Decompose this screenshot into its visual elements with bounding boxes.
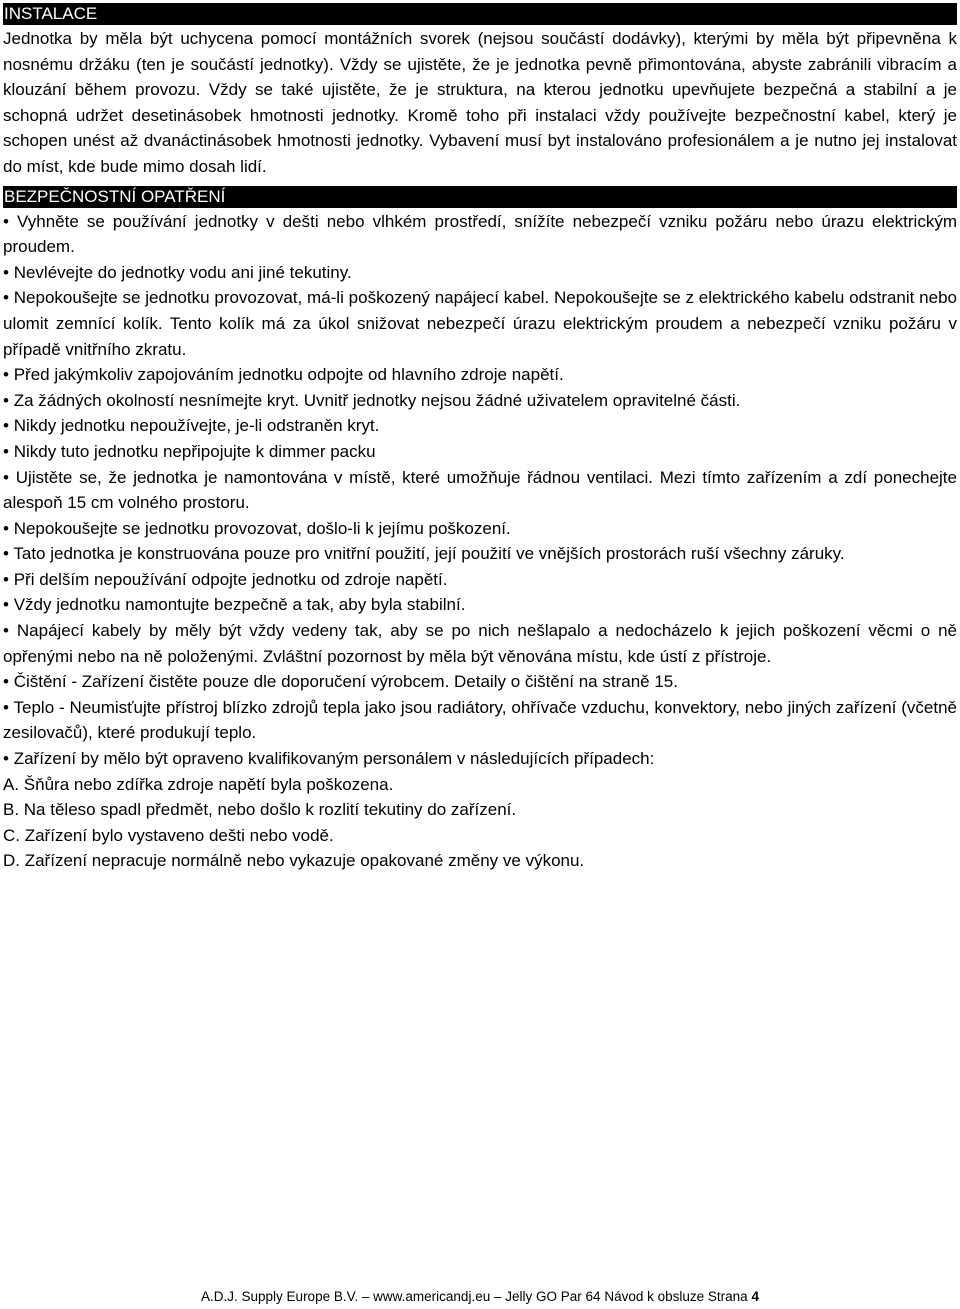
bullet-icon: • [3,441,9,461]
bullet-icon: • [3,288,9,308]
safety-item-text: Napájecí kabely by měly být vždy vedeny tak, aby se po nich nešlapalo a nedocházelo k jejich poškození věcmi o ně opřenými nebo na ně položenými. Zvláštní pozornost by měla být věnována místu, kde ústí z přístroje. [3,621,957,666]
footer-separator: – [493,1289,502,1304]
safety-item-text: Nikdy tuto jednotku nepřipojujte k dimmer packu [13,441,376,461]
bullet-icon: • [3,467,9,487]
bullet-icon: • [3,672,9,692]
bullet-icon: • [3,697,9,717]
safety-item [3,618,957,669]
bullet-icon: • [3,544,9,564]
installation-paragraph: Jednotka by měla být uchycena pomocí montážních svorek (nejsou součástí dodávky), kterými by měla být připevněna k nosnému držáku (ten je součástí jednotky). Vždy se ujistěte, že je jednotka pevně přimontována, abyste zabránili vibracím a klouzání během provozu. Vždy se také ujistěte, že je struktura, na kterou jednotku upevňujete bezpečná a stabilní a je schopná udržet desetinásobek hmotnosti jednotky. Kromě toho při instalaci vždy používejte bezpečnostní kabel, který je schopen unést až dvanáctinásobek hmotnosti jednotky. Vybavení musí byt instalováno profesionálem a je nutno jej instalovat do míst, kde bude mimo dosah lidí. [3,29,957,176]
safety-item [3,541,957,567]
bullet-icon: • [3,595,9,615]
safety-item-text: Nepokoušejte se jednotku provozovat, má-li poškozený napájecí kabel. Nepokoušejte se z elektrického kabelu odstranit nebo ulomit zemnící kolík. Tento kolík má za úkol snižovat nebezpečí úrazu elektrickým proudem a nebezpečí vzniku požáru v případě vnitřního zkratu. [3,288,958,359]
safety-item-text: Zařízení by mělo být opraveno kvalifikovaným personálem v následujících případech: [13,749,655,769]
bullet-icon: • [3,749,9,769]
footer-page-label: Strana [707,1289,748,1304]
safety-item-text: Tato jednotka je konstruována pouze pro vnitřní použití, její použití ve vnějších prostorách ruší všechny záruky. [13,544,845,564]
safety-item-text: Vyhněte se používání jednotky v dešti nebo vlhkém prostředí, snížíte nebezpečí vzniku požáru nebo úrazu elektrickým proudem. [3,211,957,257]
safety-item-text: Ujistěte se, že jednotka je namontována v místě, které umožňuje řádnou ventilaci. Mezi tímto zařízením a zdí ponechejte alespoň 15 cm volného prostoru. [3,467,957,513]
bullet-icon: • [3,621,9,641]
safety-item [3,413,957,439]
safety-item-text: Nepokoušejte se jednotku provozovat, došlo-li k jejímu poškození. [13,518,511,538]
service-case: A. Šňůra nebo zdířka zdroje napětí byla poškozena. [3,774,394,794]
page-footer [0,1288,960,1306]
safety-item-text: Teplo - Neumisťujte přístroj blízko zdrojů tepla jako jsou radiátory, ohřívače vzduchu, konvektory, nebo jiných zařízení (včetně zesilovačů), které produkují teplo. [3,697,957,743]
footer-manual: Návod k obsluze [604,1289,705,1304]
bullet-icon: • [3,390,9,410]
bullet-icon: • [3,416,9,436]
safety-heading-text: BEZPEČNOSTNÍ OPATŘENÍ [4,186,226,206]
safety-item [3,695,957,746]
safety-item-text: Při delším nepoužívání odpojte jednotku od zdroje napětí. [13,569,448,589]
safety-item [3,669,957,695]
footer-product: Jelly GO Par 64 [505,1289,601,1304]
safety-item [3,439,957,465]
footer-company: A.D.J. Supply Europe B.V. [201,1289,359,1304]
safety-item-text: Vždy jednotku namontujte bezpečně a tak, aby byla stabilní. [13,595,466,615]
safety-item-text: Nikdy jednotku nepoužívejte, je-li odstraněn kryt. [13,416,380,436]
safety-list [3,209,957,874]
bullet-icon: • [3,365,9,385]
safety-item [3,465,957,516]
service-case: B. Na těleso spadl předmět, nebo došlo k rozlití tekutiny do zařízení. [3,800,517,820]
footer-page-number: 4 [751,1289,759,1304]
manual-page [3,3,957,874]
safety-item [3,592,957,618]
safety-item [3,388,957,414]
safety-item [3,209,957,260]
safety-item-text: Nevlévejte do jednotky vodu ani jiné tekutiny. [13,262,352,282]
safety-item [3,362,957,388]
safety-item-text: Před jakýmkoliv zapojováním jednotku odpojte od hlavního zdroje napětí. [13,365,564,385]
safety-item-text: Za žádných okolností nesnímejte kryt. Uvnitř jednotky nejsou žádné uživatelem opravitelné části. [13,390,741,410]
service-case: D. Zařízení nepracuje normálně nebo vykazuje opakované změny ve výkonu. [3,851,585,871]
bullet-icon: • [3,211,9,231]
safety-item-text: Čištění - Zařízení čistěte pouze dle doporučení výrobcem. Detaily o čištění na straně 15. [13,672,678,692]
bullet-icon: • [3,262,9,282]
safety-item [3,746,957,772]
safety-heading [3,186,957,208]
installation-heading [3,3,957,25]
installation-heading-text: INSTALACE [4,4,98,23]
safety-item [3,260,957,286]
safety-item [3,516,957,542]
footer-website: www.americandj.eu [373,1289,491,1304]
bullet-icon: • [3,569,9,589]
safety-item [3,567,957,593]
service-case: C. Zařízení bylo vystaveno dešti nebo vodě. [3,825,334,845]
safety-item [3,285,957,362]
footer-separator: – [361,1289,370,1304]
bullet-icon: • [3,518,9,538]
